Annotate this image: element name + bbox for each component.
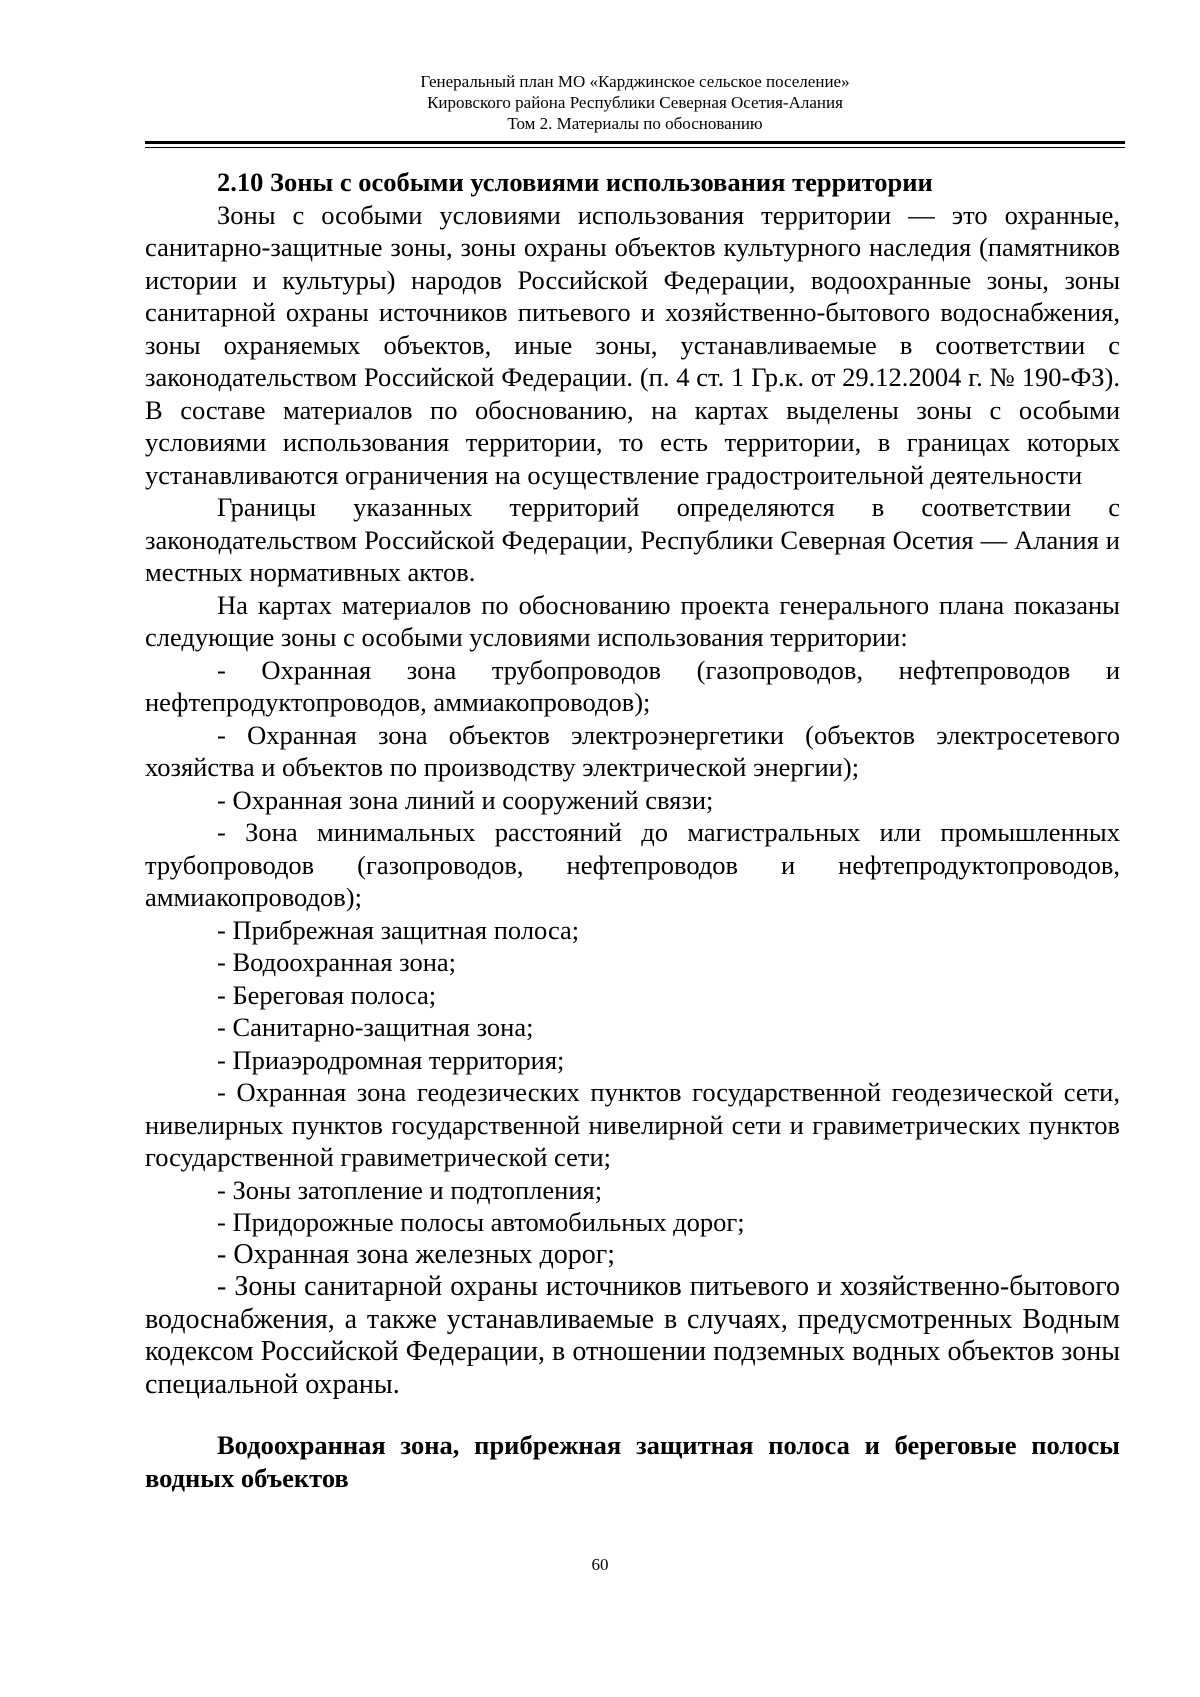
list-item: - Водоохранная зона; bbox=[217, 947, 457, 977]
document-body bbox=[145, 166, 1120, 1494]
header-line-2: Кировского района Республики Северная Осетия-Алания bbox=[427, 93, 843, 112]
list-item: - Береговая полоса; bbox=[217, 979, 437, 1010]
header-line-3: Том 2. Материалы по обоснованию bbox=[507, 114, 763, 133]
running-header bbox=[145, 71, 1125, 134]
list-item: - Охранная зона железных дорог; bbox=[217, 1238, 616, 1270]
header-line-1: Генеральный план МО «Карджинское сельское поселение» bbox=[420, 72, 850, 91]
list-item: - Зоны затопление и подтопления; bbox=[217, 1174, 603, 1205]
list-item: - Охранная зона трубопроводов (газопроводов, нефтепроводов и нефтепродуктопроводов, аммиакопроводов); bbox=[145, 654, 1120, 717]
list-item: - Зона минимальных расстояний до магистральных или промышленных трубопроводов (газопроводов, нефтепроводов и нефтепродуктопроводов, аммиакопроводов); bbox=[145, 817, 1120, 912]
page-number: 60 bbox=[591, 1555, 609, 1574]
list-item: - Прибрежная защитная полоса; bbox=[217, 914, 580, 945]
list-item: - Зоны санитарной охраны источников питьевого и хозяйственно-бытового водоснабжения, а также устанавливаемые в случаях, предусмотренных Водным кодексом Российской Федерации, в отношении подземных водных объектов зоны специальной охраны. bbox=[145, 1271, 1120, 1400]
list-item: - Охранная зона объектов электроэнергетики (объектов электросетевого хозяйства и объектов по производству электрической энергии); bbox=[145, 719, 1120, 782]
paragraph-boundaries: Границы указанных территорий определяются в соответствии с законодательством Российской Федерации, Республики Северная Осетия — Алания и местных нормативных актов. bbox=[145, 492, 1120, 587]
header-rule-thin bbox=[145, 147, 1125, 148]
paragraph-maps-intro: На картах материалов по обоснованию проекта генерального плана показаны следующие зоны с особыми условиями использования территории: bbox=[145, 589, 1120, 652]
list-item: - Охранная зона линий и сооружений связи; bbox=[217, 784, 714, 815]
list-item: - Охранная зона геодезических пунктов государственной геодезической сети, нивелирных пунктов государственной нивелирной сети и гравиметрических пунктов государственной гравиметрической сети; bbox=[145, 1077, 1120, 1172]
subsection-heading: Водоохранная зона, прибрежная защитная полоса и береговые полосы водных объектов bbox=[145, 1430, 1120, 1493]
list-item: - Придорожные полосы автомобильных дорог; bbox=[217, 1207, 745, 1237]
section-title: 2.10 Зоны с особыми условиями использования территории bbox=[217, 167, 933, 197]
list-item: - Приаэродромная территория; bbox=[217, 1044, 565, 1075]
list-item: - Санитарно-защитная зона; bbox=[217, 1012, 534, 1042]
paragraph-definition: Зоны с особыми условиями использования территории — это охранные, санитарно-защитные зоны, зоны охраны объектов культурного наследия (памятников истории и культуры) народов Российской Федерации, водоохранные зоны, зоны санитарной охраны источников питьевого и хозяйственно-бытового водоснабжения, зоны охраняемых объектов, иные зоны, устанавливаемые в соответствии с законодательством Российской Федерации. (п. 4 ст. 1 Гр.к. от 29.12.2004 г. № 190-ФЗ). В составе материалов по обоснованию, на картах выделены зоны с особыми условиями использования территории, то есть территории, в границах которых устанавливаются ограничения на осуществление градостроительной деятельности bbox=[145, 199, 1120, 490]
header-rule-thick bbox=[145, 141, 1125, 144]
